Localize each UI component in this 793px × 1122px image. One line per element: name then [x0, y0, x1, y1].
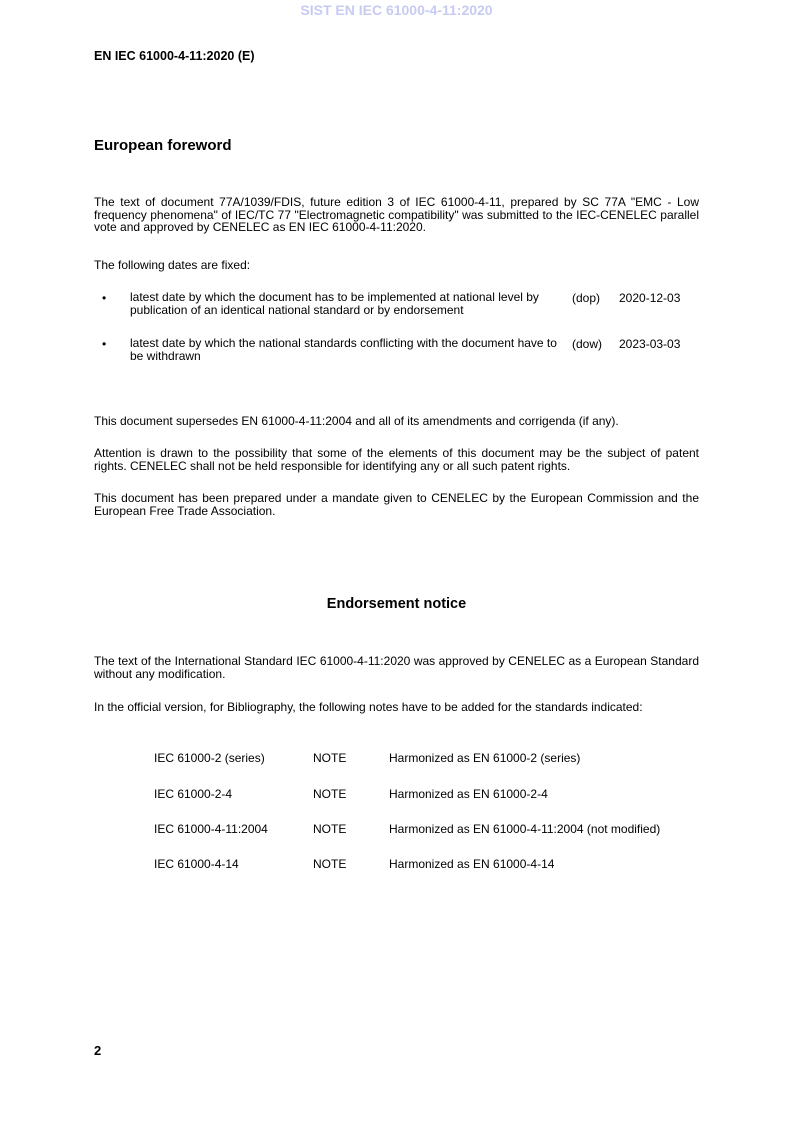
date-item-code: (dow) — [572, 337, 603, 351]
date-item-text: latest date by which the national standards conflicting with the document have to be withdrawn — [130, 336, 557, 363]
date-item-code: (dop) — [572, 291, 601, 305]
endorsement-title: Endorsement notice — [326, 596, 467, 612]
note-row — [154, 787, 714, 802]
note-label: NOTE — [313, 857, 347, 871]
bullet: • — [102, 291, 107, 305]
bullet: • — [102, 337, 107, 351]
note-text: Harmonized as EN 61000-4-11:2004 (not modified) — [389, 822, 661, 836]
note-standard: IEC 61000-4-14 — [154, 857, 239, 871]
note-label: NOTE — [313, 822, 347, 836]
note-label: NOTE — [313, 751, 347, 765]
foreword-paragraph-4: This document has been prepared under a mandate given to CENELEC by the European Commission and the European Free Trade Association. — [94, 491, 699, 518]
page-number: 2 — [94, 1043, 102, 1058]
foreword-paragraph-1: The text of document 77A/1039/FDIS, future edition 3 of IEC 61000-4-11, prepared by SC 77A "EMC - Low frequency phenomena" of IEC/TC 77 "Electromagnetic compatibility" was submitted to the IEC-CENELEC parallel vote and approved by CENELEC as EN IEC 61000-4-11:2020. — [94, 195, 699, 234]
watermark: SIST EN IEC 61000-4-11:2020 — [300, 2, 493, 18]
foreword-paragraph-2: This document supersedes EN 61000-4-11:2004 and all of its amendments and corrigenda (if any). — [94, 414, 619, 428]
foreword-paragraph-3: Attention is drawn to the possibility that some of the elements of this document may be the subject of patent rights. CENELEC shall not be held responsible for identifying any or all such patent rights. — [94, 446, 699, 473]
note-row — [154, 822, 714, 837]
date-item-date: 2020-12-03 — [619, 291, 681, 305]
foreword-title: European foreword — [94, 137, 232, 154]
note-row — [154, 751, 714, 766]
endorsement-paragraph-1: The text of the International Standard IEC 61000-4-11:2020 was approved by CENELEC as a European Standard without any modification. — [94, 654, 699, 681]
note-standard: IEC 61000-2-4 — [154, 787, 233, 801]
endorsement-paragraph-2: In the official version, for Bibliography, the following notes have to be added for the standards indicated: — [94, 700, 643, 714]
note-label: NOTE — [313, 787, 347, 801]
dates-intro: The following dates are fixed: — [94, 258, 251, 272]
note-standard: IEC 61000-4-11:2004 — [154, 822, 268, 836]
note-text: Harmonized as EN 61000-2-4 — [389, 787, 548, 801]
date-item-date: 2023-03-03 — [619, 337, 681, 351]
note-text: Harmonized as EN 61000-4-14 — [389, 857, 555, 871]
note-text: Harmonized as EN 61000-2 (series) — [389, 751, 581, 765]
note-row — [154, 857, 714, 872]
date-item-text: latest date by which the document has to be implemented at national level by publication of an identical national standard or by endorsement — [130, 290, 539, 317]
document-id: EN IEC 61000-4-11:2020 (E) — [94, 49, 255, 63]
note-standard: IEC 61000-2 (series) — [154, 751, 265, 765]
